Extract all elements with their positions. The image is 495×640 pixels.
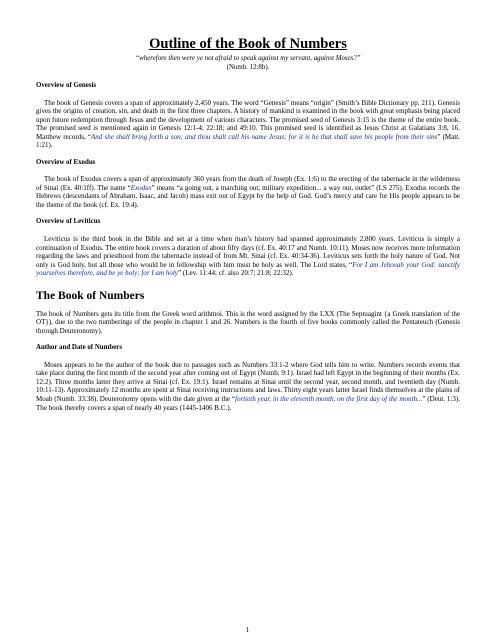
leviticus-text-a: Leviticus is the third book in the Bible and set at a time when man’s history had spanned approximately 2,800 years. Leviticus is simply a continuation of Exodus. The entire book covers a duration of about fifty days (cf. Ex. 40:17 and Numb. 10:11). Moses now receives more information regarding the laws and priesthood from the tabernacle instead of from Mt. Sinai (cf. Ex. 40:34-36). Leviticus sets forth the holy nature of God. Not only is God holy, but all those who would be in fellowship with him must be holy as well. The Lord states, “ (36, 234, 460, 269)
author-date-heading: Author and Date of Numbers (36, 344, 123, 352)
leviticus-heading: Overview of Leviticus (36, 218, 101, 226)
epigraph-reference: (Numb. 12:8b). (226, 63, 270, 71)
exodus-heading: Overview of Exodus (36, 158, 96, 166)
exodus-paragraph (36, 175, 460, 209)
exodus-quote: Exodus (130, 183, 152, 192)
page-number: 1 (245, 626, 250, 634)
genesis-heading: Overview of Genesis (36, 82, 97, 89)
leviticus-text-b: ” (Lev. 11:44; cf. also 20:7; 21:8; 22:32). (177, 269, 294, 278)
author-quote: fortieth year, in the eleventh month, on the first day of the month... (234, 395, 423, 404)
page-title: Outline of the Book of Numbers (149, 36, 347, 52)
genesis-quote: And she shall bring forth a son; and thou shalt call his name Jesus; for it is he that shall save his people from their sins (90, 132, 438, 141)
author-text-b: ” (Deut. 1:3). The book thereby covers a span of nearly 40 years (1445-1406 B.C.). (36, 395, 461, 412)
numbers-paragraph: The book of Numbers gets its title from the Greek word arithmoi. This is the word assigned by the LXX (The Septuagint {a Greek translation of the OT}), due to the two numberings of the people in chapter 1 and 26. Numbers is the fourth of five books commonly called the Pentateuch (Genesis through Deuteronomy). (36, 309, 460, 335)
leviticus-paragraph (36, 235, 460, 278)
author-text-a: Moses appears to be the author of the book due to passages such as Numbers 33:1-2 where God tells him to write. Numbers records events that take place during the first month of the second year after coming out of Egypt (Numb. 9:1). Israel had left Egypt in the beginning of their months (Ex. 12:2). Three months latter they arrive at Sinai (cf. Ex. 19:1). Israel remains at Sinai until the second year, second month, and twentieth day (Numb. 10:11-13). Approximately 12 months are spent at Sinai receiving instructions and laws. Thirty eight years latter Israel finds themselves at the plains of Moab (Numb. 33:38). Deuteronomy opens with the date given at the “ (36, 360, 460, 404)
genesis-text-a: The book of Genesis covers a span of approximately 2,450 years. The word “Genesis” means “origin” (Smith’s Bible Dictionary pp. 211). Genesis gives the origins of creation, sin, and death in the first three chapters. A history of mankind is examined in the book with great emphasis being placed upon future redemption through Jesus and the development of various characters. The promised seed of Genesis 3:15 is the theme of the entire book. The promised seed is mentioned again in Genesis 12:1-4; 22:18; and 49:10. This promised seed is identified as Jesus Christ at Galatians 3:8, 16. Matthew records, “ (36, 98, 460, 141)
genesis-text-b: ” (Matt. 1:21). (36, 132, 461, 150)
numbers-heading: The Book of Numbers (36, 289, 145, 302)
exodus-text-b: ” means “a going out, a marching out, military expedition... a way out, outlet” (LS 275). Exodus records the Hebrews (descendants of Abraham, Isaac, and Jacob) mass exit out of Egypt by the help of God. God’s mercy and care for His people appears to be the theme of the book (cf. Ex. 19:4). (36, 183, 460, 209)
document-page (36, 36, 460, 412)
author-date-paragraph (36, 361, 460, 412)
epigraph-quote: “wherefore then were ye not afraid to speak against my servant, against Moses?” (135, 55, 361, 62)
genesis-paragraph (36, 99, 460, 150)
leviticus-quote: For I am Jehovah your God: sanctify yourselves therefore, and be ye holy; for I am holy (36, 260, 460, 278)
exodus-text-a: The book of Exodus covers a span of approximately 360 years from the death of Joseph (Ex. 1:6) to the erecting of the tabernacle in the wilderness of Sinai (Ex. 40:1ff). The name “ (36, 175, 460, 192)
